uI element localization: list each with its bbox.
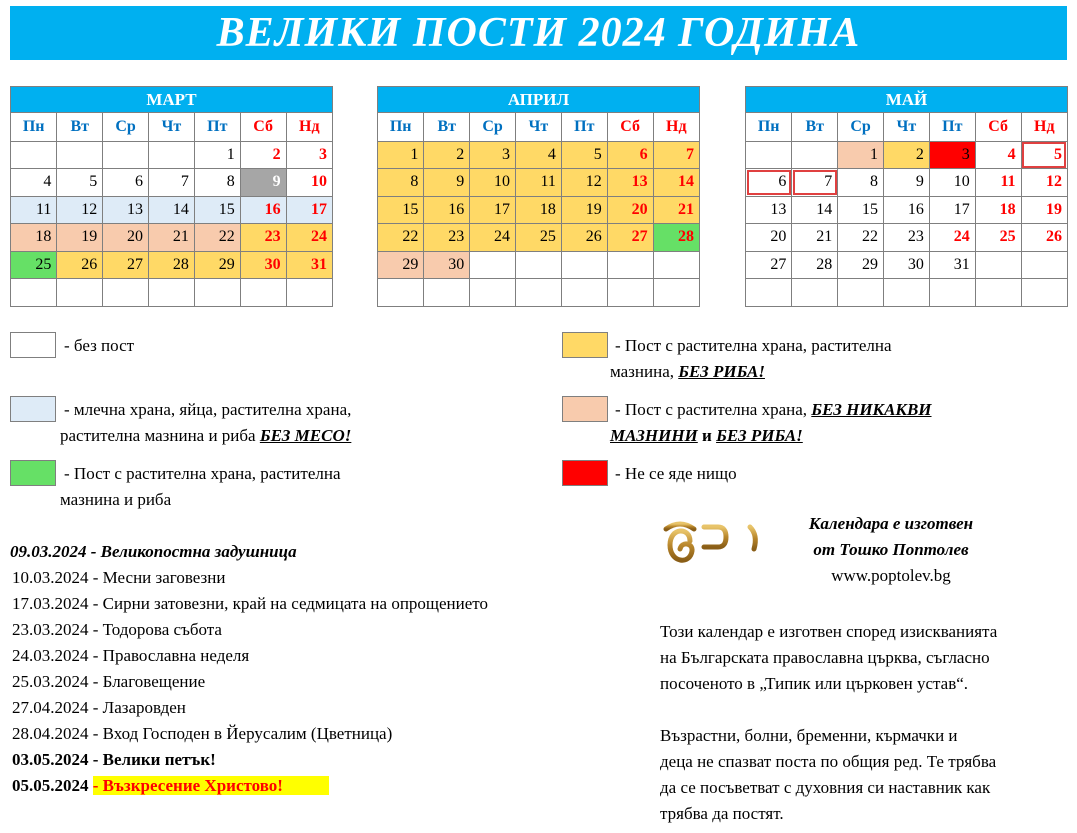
day-cell: 5 (57, 169, 103, 197)
empty-cell (792, 279, 838, 307)
legend-veg-oil-line2: мазнина, (610, 362, 674, 381)
empty-cell (149, 141, 195, 169)
holiday-date: 24.03.2024 (12, 646, 93, 665)
holiday-row (10, 773, 488, 799)
day-cell: 18 (975, 196, 1021, 224)
legend-swatch-veg-fish (10, 460, 56, 486)
legend-no-fast (64, 333, 134, 359)
legend-nothing-label: - Не се яде нищо (615, 464, 737, 483)
holiday-name: - Благовещение (92, 672, 206, 691)
weekday-header: Сб (607, 113, 653, 141)
weekday-header: Ср (103, 113, 149, 141)
day-cell: 27 (103, 251, 149, 279)
empty-cell (470, 251, 516, 279)
page-title: ВЕЛИКИ ПОСТИ 2024 ГОДИНА (10, 6, 1067, 60)
day-cell: 27 (746, 251, 792, 279)
day-cell: 15 (378, 196, 424, 224)
legend-veg-fish-line2: мазнина и риба (60, 490, 172, 509)
day-cell: 20 (103, 224, 149, 252)
note-line: на Българската православна църква, съгласно (660, 648, 990, 667)
day-cell: 28 (792, 251, 838, 279)
month-name: МАЙ (746, 87, 1067, 113)
empty-cell (470, 279, 516, 307)
empty-cell (792, 141, 838, 169)
legend-no-oil-line1: - Пост с растителна храна, (615, 400, 808, 419)
day-cell: 21 (653, 196, 699, 224)
holiday-name: - Месни заговезни (92, 568, 226, 587)
legend-swatch-no-oil (562, 396, 608, 422)
day-cell: 21 (792, 224, 838, 252)
holiday-date: 10.03.2024 (12, 568, 93, 587)
holiday-row (10, 721, 488, 747)
calendar-march (10, 86, 333, 307)
weekday-header: Ср (838, 113, 884, 141)
legend-milk-cont (60, 423, 351, 449)
empty-cell (57, 141, 103, 169)
note-line: Този календар е изготвен според изискванията (660, 622, 998, 641)
credit-line2: от Тошко Поптолев (813, 540, 969, 559)
day-cell: 23 (424, 224, 470, 252)
empty-cell (378, 279, 424, 307)
legend-veg-fish (64, 461, 341, 487)
weekday-header: Ср (470, 113, 516, 141)
month-name: АПРИЛ (378, 87, 699, 113)
legend-no-fast-label: - без пост (64, 336, 135, 355)
day-cell: 31 (286, 251, 332, 279)
day-cell: 28 (149, 251, 195, 279)
empty-cell (929, 279, 975, 307)
day-cell: 15 (838, 196, 884, 224)
day-cell: 22 (194, 224, 240, 252)
holiday-name: - Великопостна задушница (90, 542, 297, 561)
day-cell: 23 (884, 224, 930, 252)
legend-milk-emphasis: БЕЗ МЕСО! (259, 426, 352, 445)
empty-cell (746, 141, 792, 169)
empty-cell (975, 279, 1021, 307)
empty-cell (11, 279, 57, 307)
day-cell: 6 (103, 169, 149, 197)
empty-cell (746, 279, 792, 307)
weekday-header: Нд (286, 113, 332, 141)
day-cell: 21 (149, 224, 195, 252)
note-line: трябва да постят. (660, 804, 784, 823)
day-cell: 19 (561, 196, 607, 224)
day-cell: 20 (607, 196, 653, 224)
holiday-name: - Велики петък! (92, 750, 216, 769)
day-cell: 9 (240, 169, 286, 197)
legend-swatch-no-fast (10, 332, 56, 358)
weekday-header: Пн (11, 113, 57, 141)
empty-cell (561, 251, 607, 279)
holiday-row (10, 565, 488, 591)
legend-milk-line2: растителна мазнина и риба (60, 426, 256, 445)
day-cell: 22 (378, 224, 424, 252)
weekday-header: Пт (929, 113, 975, 141)
weekday-header: Чт (516, 113, 562, 141)
holiday-name: - Сирни затовезни, край на седмицата на опрощението (92, 594, 488, 613)
legend-no-oil-emphasis1: БЕЗ НИКАКВИ (811, 400, 932, 419)
legend-veg-oil (615, 333, 892, 359)
day-cell: 8 (194, 169, 240, 197)
weekday-header: Пт (194, 113, 240, 141)
day-cell: 22 (838, 224, 884, 252)
holiday-name: - Възкресение Христово! (93, 776, 329, 795)
day-cell: 7 (149, 169, 195, 197)
legend-swatch-nothing (562, 460, 608, 486)
weekday-header: Сб (975, 113, 1021, 141)
legend-veg-fish-cont (60, 487, 171, 513)
legend-swatch-veg-oil (562, 332, 608, 358)
holiday-name: - Лазаровден (92, 698, 186, 717)
day-cell: 10 (286, 169, 332, 197)
holiday-row (10, 669, 488, 695)
empty-cell (516, 279, 562, 307)
day-cell: 3 (286, 141, 332, 169)
note-line: деца не спазват поста по общия ред. Те трябва (660, 752, 997, 771)
day-cell: 24 (470, 224, 516, 252)
day-cell: 12 (561, 169, 607, 197)
day-cell: 8 (378, 169, 424, 197)
empty-cell (607, 251, 653, 279)
empty-cell (975, 251, 1021, 279)
day-cell: 27 (607, 224, 653, 252)
day-cell: 28 (653, 224, 699, 252)
day-cell: 30 (424, 251, 470, 279)
holiday-row (10, 747, 488, 773)
weekday-header: Сб (240, 113, 286, 141)
legend-milk-line1: - млечна храна, яйца, растителна храна, (64, 400, 352, 419)
legend-no-oil-and: и (702, 426, 712, 445)
holiday-name: - Тодорова събота (92, 620, 222, 639)
empty-cell (653, 279, 699, 307)
holiday-date: 25.03.2024 (12, 672, 93, 691)
empty-cell (653, 251, 699, 279)
day-cell: 16 (424, 196, 470, 224)
legend-nothing (615, 461, 737, 487)
credit-line1: Календара е изготвен (808, 514, 974, 533)
day-cell: 10 (470, 169, 516, 197)
weekday-header: Пн (378, 113, 424, 141)
holiday-date: 09.03.2024 (10, 542, 91, 561)
empty-cell (149, 279, 195, 307)
day-cell: 26 (561, 224, 607, 252)
day-cell: 4 (11, 169, 57, 197)
holiday-row (10, 695, 488, 721)
day-cell: 20 (746, 224, 792, 252)
empty-cell (516, 251, 562, 279)
day-cell: 11 (11, 196, 57, 224)
empty-cell (286, 279, 332, 307)
day-cell: 11 (975, 169, 1021, 197)
weekday-header: Нд (1021, 113, 1067, 141)
day-cell: 31 (929, 251, 975, 279)
empty-cell (424, 279, 470, 307)
holiday-row (10, 591, 488, 617)
day-cell: 23 (240, 224, 286, 252)
day-cell: 13 (607, 169, 653, 197)
empty-cell (240, 279, 286, 307)
weekday-header: Чт (149, 113, 195, 141)
weekday-header: Пт (561, 113, 607, 141)
legend-veg-oil-emphasis: БЕЗ РИБА! (678, 362, 765, 381)
day-cell: 3 (470, 141, 516, 169)
day-cell: 18 (11, 224, 57, 252)
poptolev-logo (660, 515, 764, 577)
day-cell: 10 (929, 169, 975, 197)
month-name: МАРТ (11, 87, 332, 113)
day-cell: 25 (975, 224, 1021, 252)
day-cell: 19 (1021, 196, 1067, 224)
calendar-april (377, 86, 700, 307)
day-cell: 5 (1021, 141, 1067, 169)
day-cell: 29 (194, 251, 240, 279)
legend-swatch-milk (10, 396, 56, 422)
holiday-list (10, 539, 488, 799)
empty-cell (103, 279, 149, 307)
holiday-row (10, 539, 488, 565)
day-cell: 16 (884, 196, 930, 224)
day-cell: 17 (470, 196, 516, 224)
day-cell: 29 (378, 251, 424, 279)
empty-cell (838, 279, 884, 307)
legend-no-oil-emphasis3: БЕЗ РИБА! (716, 426, 803, 445)
weekday-header: Вт (792, 113, 838, 141)
note-line: Възрастни, болни, бременни, кърмачки и (660, 726, 958, 745)
day-cell: 24 (929, 224, 975, 252)
legend-no-oil (615, 397, 932, 423)
day-cell: 7 (653, 141, 699, 169)
day-cell: 8 (838, 169, 884, 197)
legend-no-oil-emphasis2: МАЗНИНИ (610, 426, 698, 445)
legend-veg-oil-cont (610, 359, 765, 385)
day-cell: 17 (929, 196, 975, 224)
empty-cell (1021, 279, 1067, 307)
day-cell: 4 (516, 141, 562, 169)
empty-cell (884, 279, 930, 307)
day-cell: 6 (746, 169, 792, 197)
credit (776, 511, 1006, 589)
day-cell: 30 (884, 251, 930, 279)
credit-site: www.poptolev.bg (831, 566, 951, 585)
holiday-date: 03.05.2024 (12, 750, 93, 769)
holiday-name: - Православна неделя (92, 646, 250, 665)
day-cell: 9 (884, 169, 930, 197)
day-cell: 30 (240, 251, 286, 279)
day-cell: 2 (884, 141, 930, 169)
day-cell: 12 (1021, 169, 1067, 197)
day-cell: 12 (57, 196, 103, 224)
day-cell: 2 (424, 141, 470, 169)
holiday-row (10, 643, 488, 669)
note-line: да се посъветват с духовния си наставник как (660, 778, 991, 797)
day-cell: 4 (975, 141, 1021, 169)
day-cell: 9 (424, 169, 470, 197)
weekday-header: Вт (57, 113, 103, 141)
holiday-row (10, 617, 488, 643)
day-cell: 1 (378, 141, 424, 169)
day-cell: 25 (11, 251, 57, 279)
day-cell: 17 (286, 196, 332, 224)
empty-cell (11, 141, 57, 169)
empty-cell (103, 141, 149, 169)
holiday-date: 27.04.2024 (12, 698, 93, 717)
calendar-may (745, 86, 1068, 307)
day-cell: 15 (194, 196, 240, 224)
day-cell: 1 (838, 141, 884, 169)
notes (660, 619, 1070, 827)
holiday-date: 23.03.2024 (12, 620, 93, 639)
weekday-header: Нд (653, 113, 699, 141)
holiday-name: - Вход Господен в Йерусалим (Цветница) (92, 724, 393, 743)
day-cell: 5 (561, 141, 607, 169)
legend-milk (64, 397, 351, 423)
day-cell: 14 (653, 169, 699, 197)
day-cell: 19 (57, 224, 103, 252)
day-cell: 16 (240, 196, 286, 224)
day-cell: 14 (149, 196, 195, 224)
weekday-header: Вт (424, 113, 470, 141)
weekday-header: Пн (746, 113, 792, 141)
day-cell: 6 (607, 141, 653, 169)
empty-cell (194, 279, 240, 307)
empty-cell (561, 279, 607, 307)
day-cell: 29 (838, 251, 884, 279)
day-cell: 13 (103, 196, 149, 224)
legend-veg-oil-line1: - Пост с растителна храна, растителна (615, 336, 892, 355)
day-cell: 25 (516, 224, 562, 252)
day-cell: 14 (792, 196, 838, 224)
legend-veg-fish-line1: - Пост с растителна храна, растителна (64, 464, 341, 483)
holiday-date: 17.03.2024 (12, 594, 93, 613)
day-cell: 26 (1021, 224, 1067, 252)
empty-cell (1021, 251, 1067, 279)
holiday-date: 28.04.2024 (12, 724, 93, 743)
empty-cell (57, 279, 103, 307)
day-cell: 26 (57, 251, 103, 279)
holiday-date: 05.05.2024 (12, 776, 93, 795)
day-cell: 7 (792, 169, 838, 197)
day-cell: 11 (516, 169, 562, 197)
day-cell: 18 (516, 196, 562, 224)
legend-no-oil-cont (610, 423, 803, 449)
note-line (660, 697, 1070, 723)
day-cell: 2 (240, 141, 286, 169)
weekday-header: Чт (884, 113, 930, 141)
empty-cell (607, 279, 653, 307)
day-cell: 3 (929, 141, 975, 169)
note-line: посоченото в „Типик или църковен устав“. (660, 674, 969, 693)
day-cell: 24 (286, 224, 332, 252)
day-cell: 1 (194, 141, 240, 169)
day-cell: 13 (746, 196, 792, 224)
